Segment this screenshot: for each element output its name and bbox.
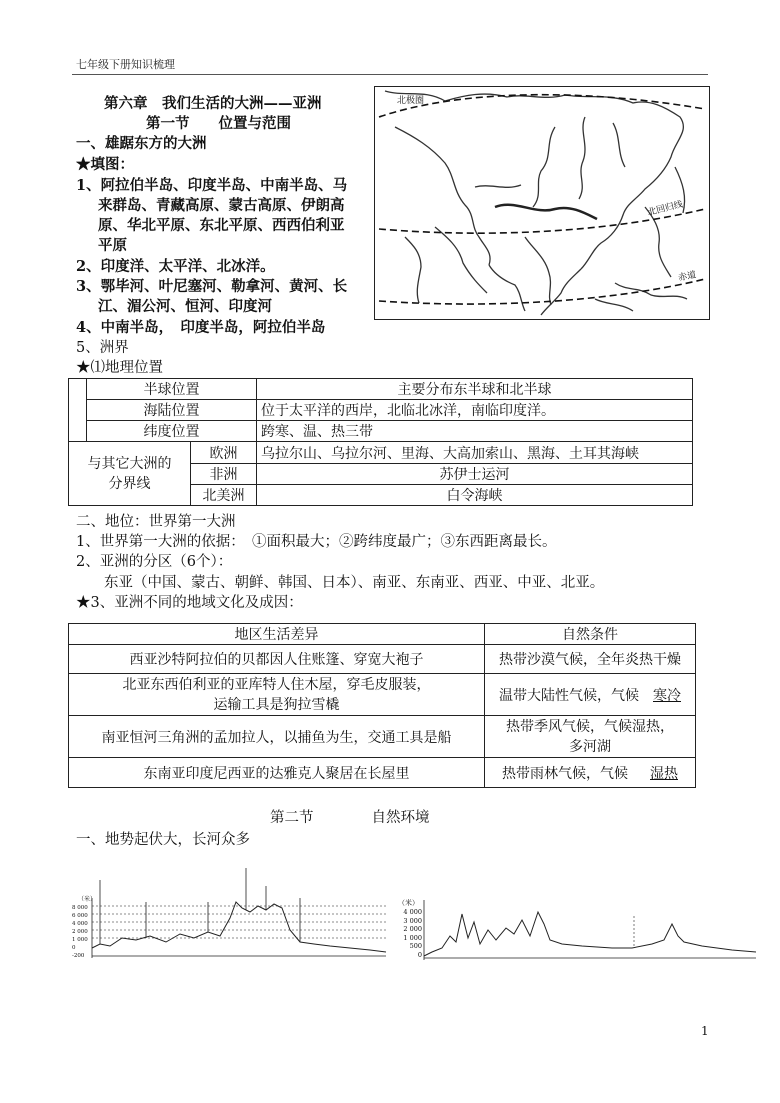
right-profile-drawing: [392, 890, 758, 968]
blank-cell: [69, 379, 87, 442]
chapter-title: 第六章 我们生活的大洲——亚洲: [104, 95, 322, 112]
asia-map: [374, 86, 710, 320]
section2-title: 第二节 自然环境: [270, 810, 430, 826]
cell-line: 运输工具是狗拉雪橇: [213, 696, 340, 713]
page-header: 七年级下册知识梳理: [76, 58, 175, 71]
terrain-profile-left: [70, 858, 390, 970]
table-header: 自然条件: [485, 624, 696, 645]
tick-label: 8 000: [72, 905, 88, 911]
table-cell: 乌拉尔山、乌拉尔河、里海、大高加索山、黑海、土耳其海峡: [257, 442, 693, 464]
cell-line: 北亚东西伯利亚的亚库特人住木屋，穿毛皮服装，: [122, 676, 431, 693]
tropic-label: 北回归线: [646, 199, 685, 219]
geo-position-table: [68, 378, 693, 506]
part1-heading: 一、雄踞东方的大洲: [76, 135, 207, 152]
list-item: 原、华北平原、东北平原、西西伯利亚: [98, 217, 345, 234]
table-cell: 位于太平洋的西岸，北临北冰洋，南临印度洋。: [257, 400, 693, 421]
tick-label: 2 000: [72, 929, 88, 935]
culture-table: [68, 623, 696, 788]
axis-ticks: [394, 908, 422, 959]
tick-label: 0: [417, 950, 422, 959]
tick-label: -200: [72, 953, 85, 959]
cell-line: 多河湖: [569, 738, 611, 755]
list-item: 来群岛、青藏高原、蒙古高原、伊朗高: [98, 197, 345, 214]
tick-label: 4 000: [72, 921, 88, 927]
table-cell: 白令海峡: [257, 485, 693, 506]
table-cell: [485, 716, 696, 758]
geo-label: ★⑴地理位置: [76, 360, 163, 376]
table-header: 地区生活差异: [69, 624, 485, 645]
section2-heading: 一、地势起伏大，长河众多: [76, 832, 250, 848]
tick-label: 6 000: [72, 913, 88, 919]
equator-label: 赤道: [677, 270, 698, 284]
table-cell: 半球位置: [87, 379, 257, 400]
table-cell: [485, 758, 696, 788]
table-cell: 纬度位置: [87, 421, 257, 442]
arctic-circle-label: 北极圈: [397, 96, 425, 106]
terrain-profile-right: [392, 890, 758, 968]
list-item: 2、印度洋、太平洋、北冰洋。: [76, 258, 275, 275]
fill-answer: 寒冷: [653, 687, 681, 704]
text-line: 1、世界第一大洲的依据： ①面积最大；②跨纬度最广；③东西距离最长。: [76, 534, 557, 550]
text-line: 2、亚洲的分区（6个）：: [76, 554, 233, 570]
table-cell: [69, 674, 485, 716]
list-item: 5、洲界: [76, 340, 129, 356]
tick-label: 3 000: [403, 916, 422, 925]
left-profile-drawing: [70, 858, 390, 970]
cell-text: 热带雨林气候，气候: [502, 765, 628, 782]
page-number: 1: [701, 1024, 709, 1038]
list-item: 1、阿拉伯半岛、印度半岛、中南半岛、马: [76, 177, 348, 194]
list-item: 平原: [98, 237, 127, 254]
tick-label: 500: [409, 942, 422, 950]
table-cell: 苏伊士运河: [257, 464, 693, 485]
table-cell: 北美洲: [191, 485, 257, 506]
table-cell: 东南亚印度尼西亚的达雅克人聚居在长屋里: [69, 758, 485, 788]
text-line: ★3、亚洲不同的地域文化及成因：: [76, 595, 303, 611]
table-cell: 主要分布东半球和北半球: [257, 379, 693, 400]
axis-unit: （米）: [398, 899, 419, 907]
table-cell: 热带沙漠气候，全年炎热干燥: [485, 645, 696, 674]
text-line: 东亚（中国、蒙古、朝鲜、韩国、日本）、南亚、东南亚、西亚、中亚、北亚。: [104, 575, 605, 591]
tick-label: 1 000: [72, 937, 88, 943]
table-cell: 海陆位置: [87, 400, 257, 421]
section-title: 第一节 位置与范围: [146, 115, 291, 132]
axis-unit: （米）: [78, 896, 97, 903]
table-cell: 南亚恒河三角洲的孟加拉人，以捕鱼为生，交通工具是船: [69, 716, 485, 758]
cell-text: 温带大陆性气候，气候: [499, 687, 639, 704]
tick-label: 2 000: [403, 925, 422, 933]
fill-label: ★填图：: [76, 156, 134, 173]
part2-heading: 二、地位：世界第一大洲: [76, 514, 236, 530]
header-rule: [72, 74, 708, 75]
table-cell: 非洲: [191, 464, 257, 485]
list-item: 4、中南半岛， 印度半岛，阿拉伯半岛: [76, 319, 326, 336]
list-item: 3、鄂毕河、叶尼塞河、勒拿河、黄河、长: [76, 278, 348, 295]
table-cell: 跨寒、温、热三带: [257, 421, 693, 442]
table-cell: [485, 674, 696, 716]
table-cell: 西亚沙特阿拉伯的贝都因人住账篷、穿宽大袍子: [69, 645, 485, 674]
axis-ticks: [72, 904, 88, 960]
list-item: 江、湄公河、恒河、印度河: [98, 298, 272, 315]
boundary-label: 与其它大洲的分界线: [69, 442, 191, 506]
cell-line: 热带季风气候，气候湿热，: [506, 718, 674, 735]
fill-answer: 湿热: [650, 765, 678, 782]
tick-label: 0: [72, 945, 76, 951]
tick-label: 1 000: [403, 933, 422, 942]
table-cell: 欧洲: [191, 442, 257, 464]
tick-label: 4 000: [403, 908, 422, 916]
